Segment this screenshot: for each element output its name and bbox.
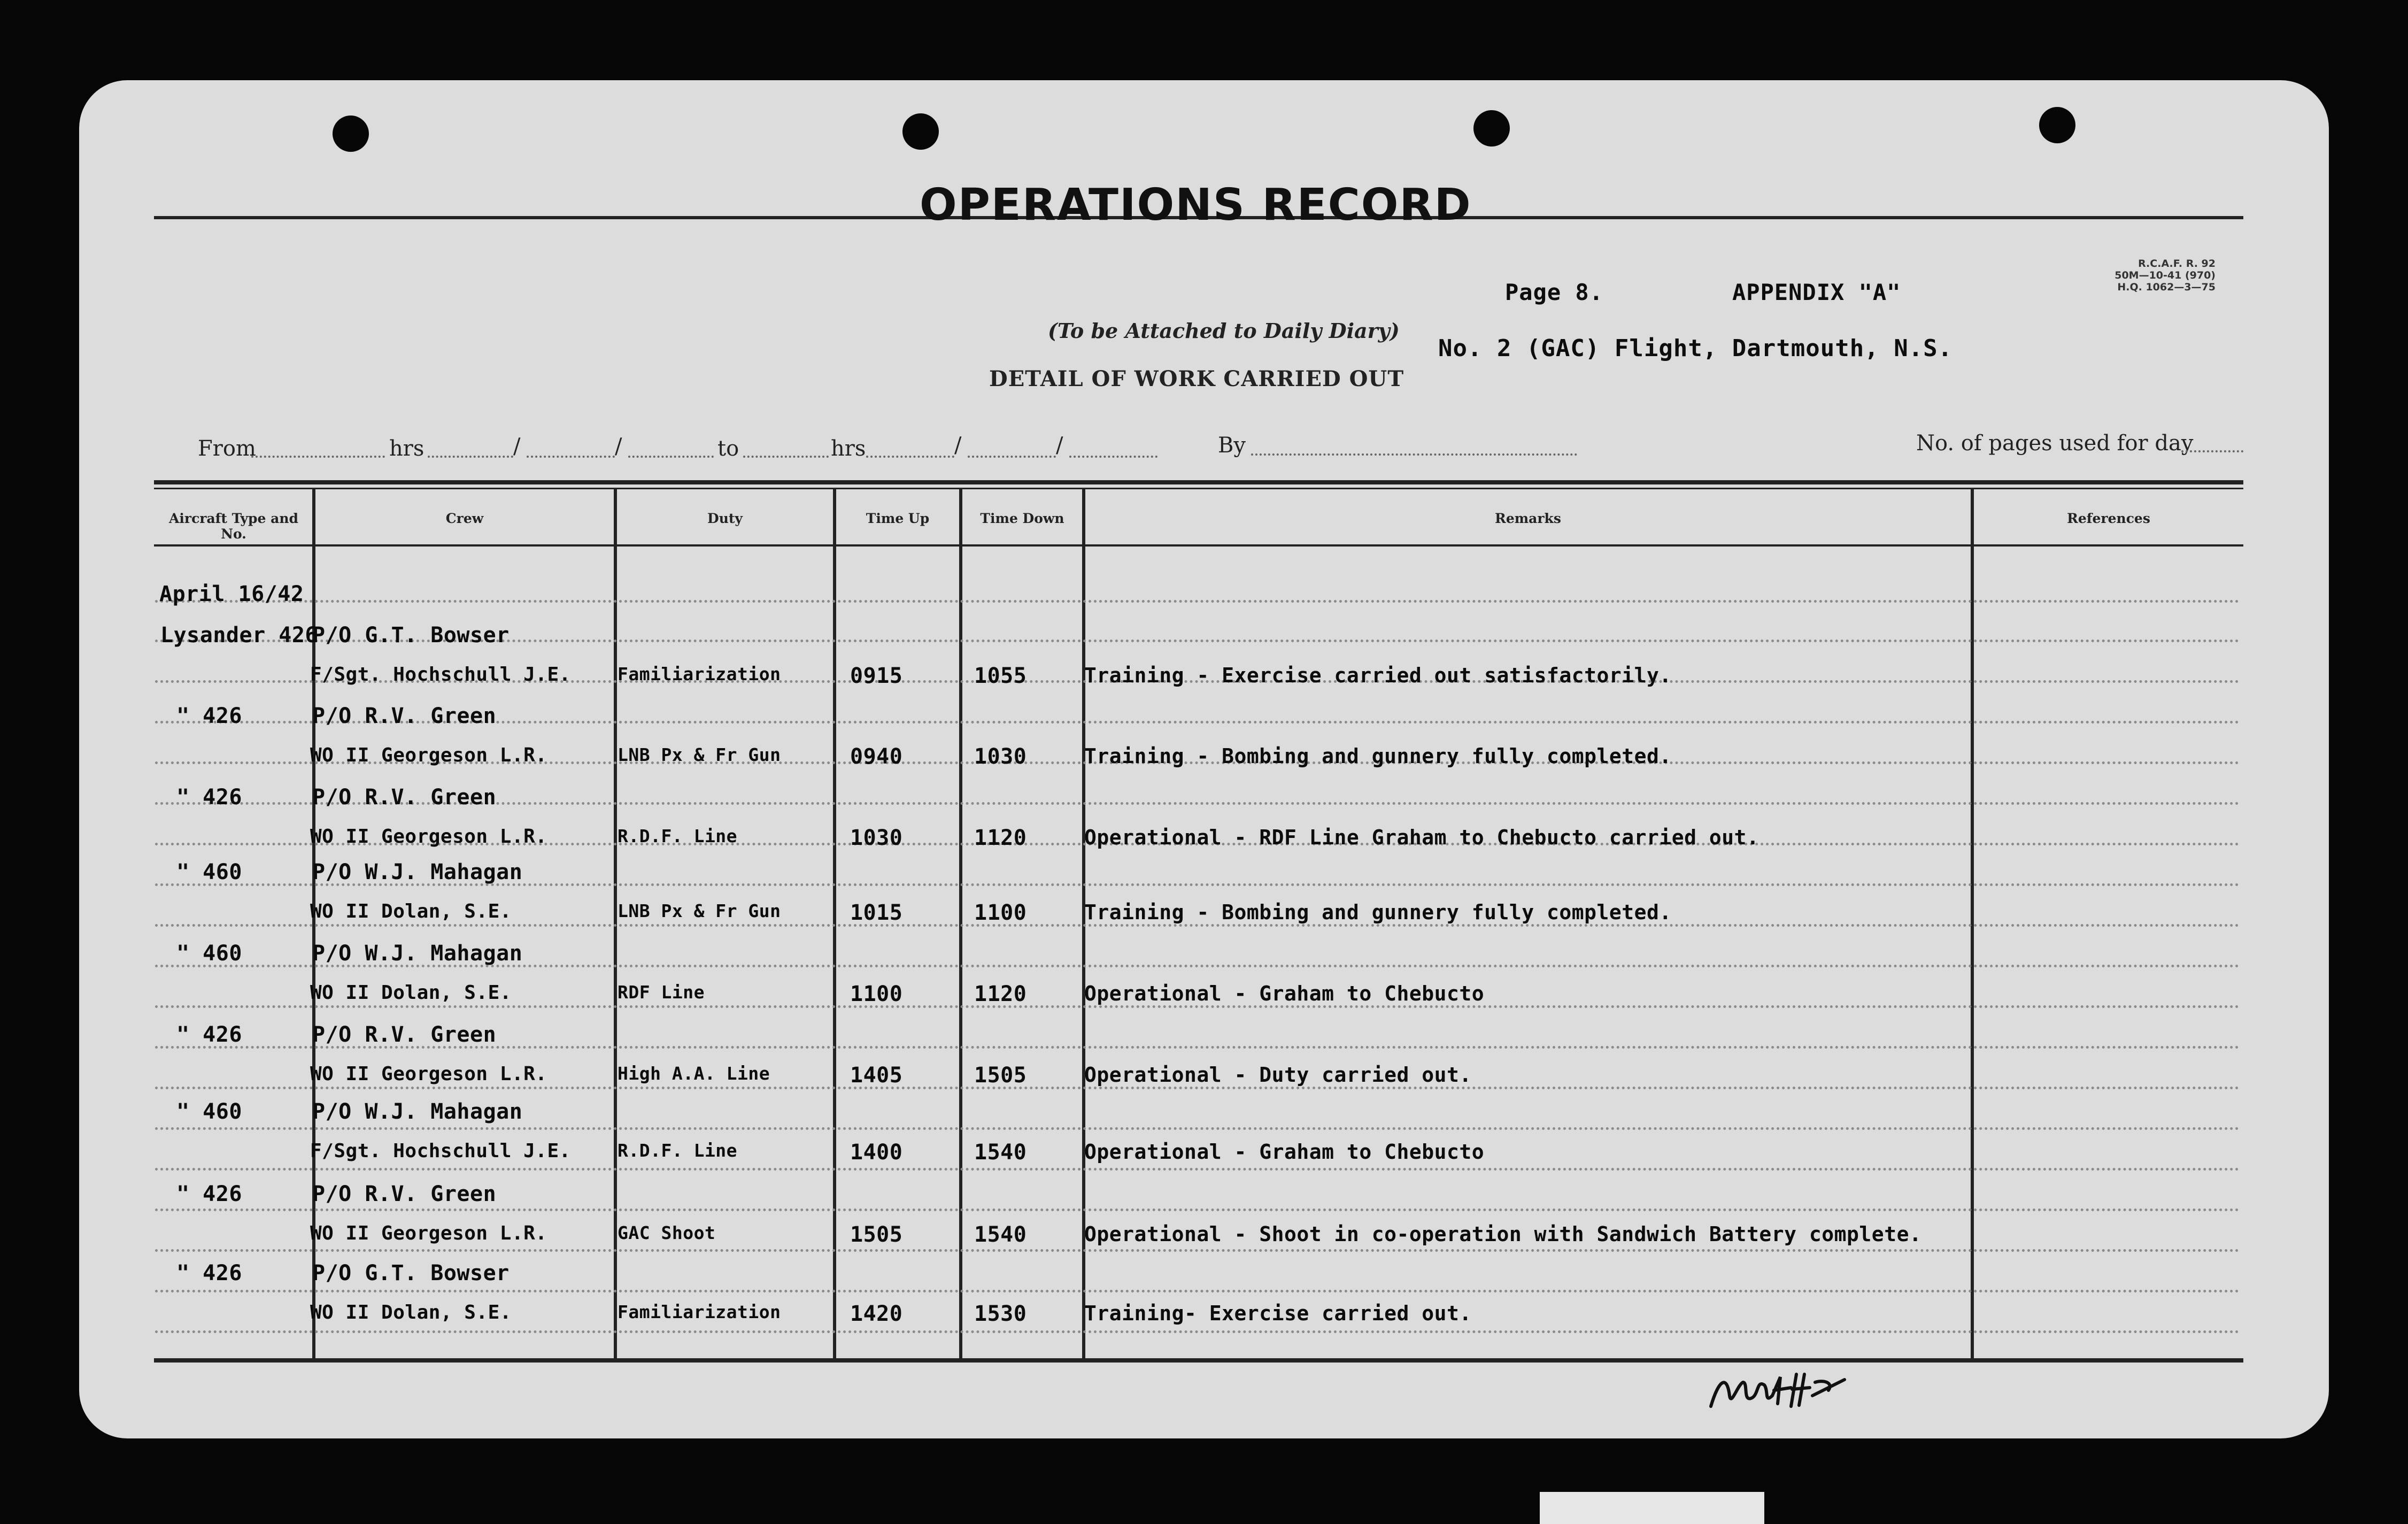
time-up-cell: 1400 [850, 1140, 903, 1165]
detail-heading: DETAIL OF WORK CARRIED OUT [989, 366, 1404, 391]
unit-name: No. 2 (GAC) Flight, Dartmouth, N.S. [1438, 335, 1953, 362]
time-up-cell: 1405 [850, 1063, 903, 1088]
from-day-field[interactable] [527, 456, 615, 458]
time-up-cell: 0940 [850, 744, 903, 769]
pilot-cell: P/O R.V. Green [312, 1022, 497, 1047]
observer-cell: WO II Georgeson L.R. [310, 826, 547, 848]
aircraft-cell: " 426 [176, 785, 242, 810]
remarks-cell: Operational - Graham to Chebucto [1084, 1140, 1485, 1164]
time-up-cell: 1030 [850, 826, 903, 850]
column-header-time-down: Time Down [980, 511, 1064, 526]
observer-cell: WO II Dolan, S.E. [310, 1302, 512, 1323]
duty-cell: LNB Px & Fr Gun [618, 900, 781, 921]
to-field[interactable] [743, 456, 829, 458]
time-down-cell: 1530 [974, 1302, 1027, 1326]
duty-cell: GAC Shoot [618, 1222, 716, 1243]
time-down-cell: 1505 [974, 1063, 1027, 1088]
duty-cell: Familiarization [618, 1302, 781, 1322]
hrs-label: hrs [389, 436, 425, 461]
pilot-cell: P/O R.V. Green [312, 704, 497, 728]
pages-label: No. of pages used for day [1916, 431, 2194, 456]
from-field[interactable] [251, 456, 385, 458]
to-month-field[interactable] [1069, 456, 1157, 458]
observer-cell: WO II Georgeson L.R. [310, 1222, 547, 1244]
time-up-cell: 0915 [850, 664, 903, 688]
from-month-field[interactable] [628, 456, 714, 458]
observer-cell: F/Sgt. Hochschull J.E. [310, 1140, 571, 1162]
remarks-cell: Training- Exercise carried out. [1084, 1302, 1472, 1325]
observer-cell: WO II Georgeson L.R. [310, 744, 547, 766]
column-header-aircraft: Aircraft Type and No. [169, 511, 298, 542]
pilot-cell: P/O G.T. Bowser [312, 1261, 510, 1286]
slash-divider: / [954, 433, 962, 458]
punch-hole [1473, 110, 1510, 147]
to-minutes-field[interactable] [866, 456, 954, 458]
to-day-field[interactable] [968, 456, 1056, 458]
form-number-line: 50M—10-41 (970) [2114, 270, 2216, 281]
time-down-cell: 1030 [974, 744, 1027, 769]
column-divider [614, 488, 617, 1359]
table-bottom-rule [154, 1358, 2243, 1363]
remarks-cell: Training - Bombing and gunnery fully completed. [1084, 900, 1672, 924]
punch-hole [2039, 107, 2075, 143]
column-divider [959, 488, 962, 1359]
observer-cell: F/Sgt. Hochschull J.E. [310, 664, 571, 686]
table-top-rule [154, 488, 2243, 489]
aircraft-cell: " 426 [176, 1022, 242, 1047]
time-up-cell: 1505 [850, 1222, 903, 1247]
duty-cell: High A.A. Line [618, 1063, 770, 1084]
observer-cell: WO II Dolan, S.E. [310, 900, 512, 922]
punch-hole [333, 116, 369, 152]
column-header-remarks: Remarks [1495, 511, 1561, 526]
observer-cell: WO II Dolan, S.E. [310, 982, 512, 1004]
duty-cell: RDF Line [618, 982, 705, 1003]
by-label: By [1218, 433, 1246, 458]
pilot-cell: P/O W.J. Mahagan [312, 860, 523, 884]
to-label: to [717, 436, 739, 461]
duty-cell: R.D.F. Line [618, 826, 738, 846]
remarks-cell: Operational - Graham to Chebucto [1084, 982, 1485, 1005]
duty-cell: LNB Px & Fr Gun [618, 744, 781, 765]
duty-cell: R.D.F. Line [618, 1140, 738, 1161]
aircraft-cell: " 460 [176, 1099, 242, 1124]
from-label: From [198, 436, 256, 461]
pilot-cell: P/O G.T. Bowser [312, 623, 510, 648]
column-divider [833, 488, 836, 1359]
remarks-cell: Training - Bombing and gunnery fully completed. [1084, 744, 1672, 768]
aircraft-cell: " 426 [176, 704, 242, 728]
header-underline [154, 544, 2243, 547]
aircraft-cell: " 460 [176, 860, 242, 884]
signature-initials [1705, 1358, 1855, 1417]
column-header-duty: Duty [707, 511, 743, 526]
form-number-line: H.Q. 1062—3—75 [2117, 281, 2216, 293]
column-header-time-up: Time Up [866, 511, 930, 526]
punch-hole [902, 113, 939, 150]
page-title: OPERATIONS RECORD [920, 180, 1472, 230]
aircraft-cell: Lysander 426 [160, 623, 318, 648]
time-up-cell: 1015 [850, 900, 903, 925]
time-down-cell: 1540 [974, 1222, 1027, 1247]
pilot-cell: P/O R.V. Green [312, 785, 497, 810]
pilot-cell: P/O W.J. Mahagan [312, 1099, 523, 1124]
column-divider [1971, 488, 1974, 1359]
pages-field[interactable] [2181, 450, 2243, 452]
slash-divider: / [1056, 433, 1063, 458]
from-minutes-field[interactable] [428, 456, 513, 458]
pilot-cell: P/O R.V. Green [312, 1182, 497, 1206]
table-top-rule [154, 480, 2243, 484]
slash-divider: / [513, 434, 521, 459]
page-number: Page 8. [1505, 279, 1604, 305]
archive-tab [1540, 1492, 1764, 1524]
time-down-cell: 1055 [974, 664, 1027, 688]
subtitle: (To be Attached to Daily Diary) [1048, 319, 1400, 343]
time-up-cell: 1100 [850, 982, 903, 1006]
hrs-label: hrs [831, 436, 866, 461]
aircraft-cell: " 426 [176, 1182, 242, 1206]
appendix-label: APPENDIX "A" [1732, 279, 1901, 305]
remarks-cell: Operational - Shoot in co-operation with Sandwich Battery complete. [1084, 1222, 1922, 1246]
remarks-cell: Operational - RDF Line Graham to Chebucto carried out. [1084, 826, 1759, 849]
time-down-cell: 1120 [974, 982, 1027, 1006]
entry-date: April 16/42 [159, 582, 304, 606]
time-down-cell: 1540 [974, 1140, 1027, 1165]
by-field[interactable] [1251, 453, 1577, 456]
aircraft-cell: " 426 [176, 1261, 242, 1286]
time-down-cell: 1100 [974, 900, 1027, 925]
column-header-references: References [2067, 511, 2150, 526]
time-down-cell: 1120 [974, 826, 1027, 850]
duty-cell: Familiarization [618, 664, 781, 684]
time-up-cell: 1420 [850, 1302, 903, 1326]
slash-divider: / [615, 434, 622, 459]
pilot-cell: P/O W.J. Mahagan [312, 941, 523, 966]
aircraft-cell: " 460 [176, 941, 242, 966]
observer-cell: WO II Georgeson L.R. [310, 1063, 547, 1085]
form-number [2114, 258, 2216, 293]
form-number-line: R.C.A.F. R. 92 [2138, 258, 2216, 270]
remarks-cell: Training - Exercise carried out satisfactorily. [1084, 664, 1672, 687]
remarks-cell: Operational - Duty carried out. [1084, 1063, 1472, 1087]
column-header-crew: Crew [445, 511, 484, 526]
